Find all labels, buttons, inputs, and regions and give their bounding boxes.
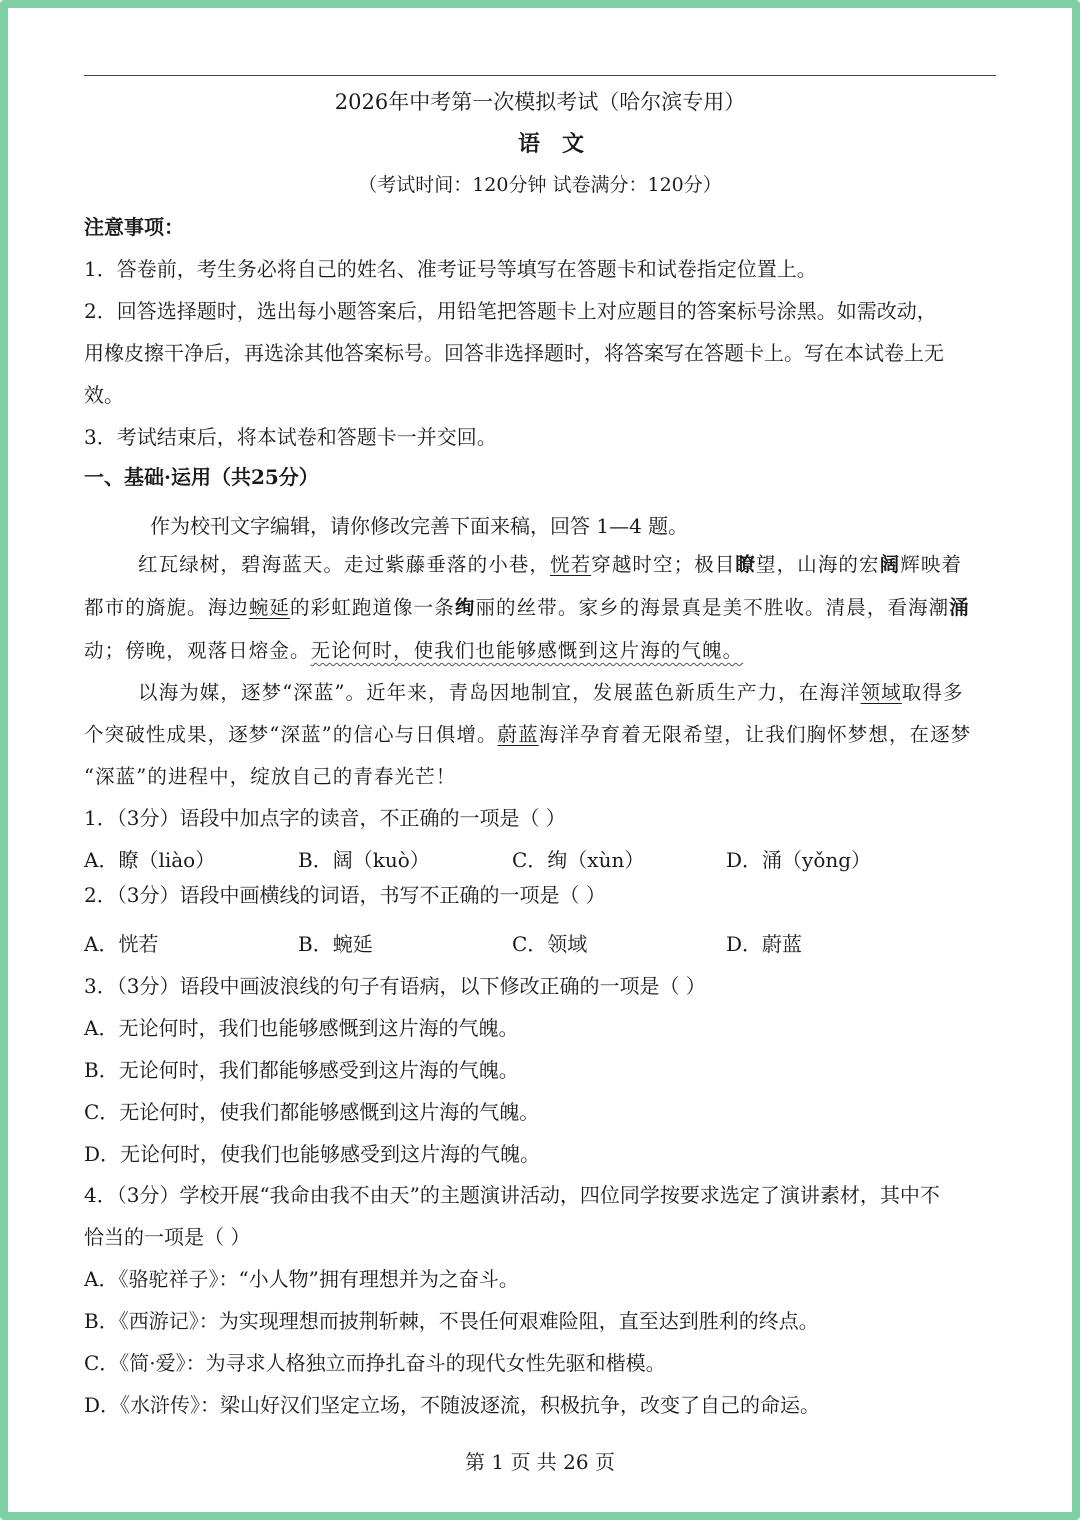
dotted-char-liao: 瞭 [735, 553, 757, 576]
page-number-footer: 第 1 页 共 26 页 [465, 1450, 615, 1474]
dotted-char-yong: 涌 [949, 596, 970, 619]
passage-1-line-1 [138, 549, 962, 577]
text-span: 红瓦绿树，碧海蓝天。走过紫藤垂落的小巷， [138, 553, 551, 576]
passage-1-line-3 [84, 635, 743, 663]
dotted-char-xuan: 绚 [454, 596, 476, 619]
text-span: 的彩虹跑道像一条 [290, 596, 455, 619]
passage-2-line-3: “深蓝”的进程中，绽放自己的青春光芒！ [84, 765, 457, 788]
question-3-option-c: C．无论何时，使我们都能够感慨到这片海的气魄。 [84, 1100, 540, 1124]
passage-1-line-2 [84, 592, 970, 620]
passage-2-line-1 [138, 677, 964, 705]
header-rule [84, 75, 996, 76]
question-1-stem: 1．（3分）语段中加点字的读音，不正确的一项是（ ） [84, 806, 566, 830]
question-4-option-c: C．《简·爱》：为寻求人格独立而挣扎奋斗的现代女性先驱和楷模。 [84, 1351, 666, 1375]
question-1-option-c: C．绚（xùn） [512, 848, 645, 872]
question-3-option-b: B．无论何时，我们都能够感受到这片海的气魄。 [84, 1058, 519, 1082]
question-2-option-a: A．恍若 [84, 932, 159, 956]
question-1-option-a: A．瞭（liào） [84, 848, 216, 872]
question-3-option-d: D．无论何时，使我们也能够感受到这片海的气魄。 [84, 1142, 541, 1166]
question-4-option-a: A．《骆驼祥子》：“小人物”拥有理想并为之奋斗。 [84, 1267, 519, 1291]
text-span: 丽的丝带。家乡的海景真是美不胜收。清晨，看海潮 [475, 596, 950, 619]
question-3-stem: 3．（3分）语段中画波浪线的句子有语病，以下修改正确的一项是（ ） [84, 974, 706, 998]
notice-heading: 注意事项： [84, 215, 184, 239]
question-4-stem-line-1: 4．（3分）学校开展“我命由我不由天”的主题演讲活动，四位同学按要求选定了演讲素材，其中不 [84, 1183, 940, 1207]
text-span: 辉映着 [900, 553, 963, 576]
text-span: 穿越时空；极目 [591, 553, 736, 576]
notice-item-2-line-1: 2．回答选择题时，选出每小题答案后，用铅笔把答题卡上对应题目的答案标号涂黑。如需改动， [84, 299, 937, 323]
text-span: 个突破性成果，逐梦“深蓝”的信心与日俱增。 [84, 723, 498, 746]
text-span: 动；傍晚，观落日熔金。 [84, 639, 311, 662]
question-2-option-b: B．蜿延 [298, 932, 373, 956]
text-span: 以海为媒，逐梦“深蓝”。近年来，青岛因地制宜，发展蓝色新质生产力，在海洋 [138, 681, 861, 704]
section-1-intro: 作为校刊文字编辑，请你修改完善下面来稿，回答 1—4 题。 [150, 514, 689, 538]
notice-item-2-line-3: 效。 [84, 383, 124, 407]
underlined-word-wanyan: 蜿延 [248, 596, 291, 619]
notice-item-1: 1．答卷前，考生务必将自己的姓名、准考证号等填写在答题卡和试卷指定位置上。 [84, 257, 817, 281]
notice-item-2-line-2: 用橡皮擦干净后，再选涂其他答案标号。回答非选择题时，将答案写在答题卡上。写在本试卷上无 [84, 341, 944, 365]
underlined-word-huangruo: 恍若 [550, 553, 592, 576]
question-4-option-d: D．《水浒传》：梁山好汉们坚定立场，不随波逐流，积极抗争，改变了自己的命运。 [84, 1393, 821, 1417]
dotted-char-kuo: 阔 [879, 553, 901, 576]
section-1-heading: 一、基础·运用（共25分） [84, 465, 319, 489]
exam-info: （考试时间：120分钟 试卷满分：120分） [358, 174, 722, 196]
underlined-word-weilan: 蔚蓝 [497, 723, 539, 746]
wavy-underlined-sentence: 无论何时，使我们也能够感慨到这片海的气魄。 [310, 639, 744, 662]
exam-title: 2026年中考第一次模拟考试（哈尔滨专用） [334, 90, 746, 114]
text-span: 都市的旖旎。海边 [84, 596, 249, 619]
text-span: 望，山海的宏 [756, 553, 880, 576]
question-1-option-d: D．涌（yǒng） [726, 848, 872, 872]
notice-item-3: 3．考试结束后，将本试卷和答题卡一并交回。 [84, 425, 497, 449]
underlined-word-lingyu: 领域 [860, 681, 902, 704]
question-1-option-b: B．阔（kuò） [298, 848, 430, 872]
passage-2-line-2 [84, 719, 971, 747]
question-4-stem-line-2: 恰当的一项是（ ） [84, 1225, 251, 1249]
subject-title: 语文 [517, 131, 606, 157]
question-2-option-c: C．领域 [512, 932, 588, 956]
question-4-option-b: B．《西游记》：为实现理想而披荆斩棘，不畏任何艰难险阻，直至达到胜利的终点。 [84, 1309, 819, 1333]
text-span: 海洋孕育着无限希望，让我们胸怀梦想，在逐梦 [538, 723, 972, 746]
question-2-stem: 2．（3分）语段中画横线的词语，书写不正确的一项是（ ） [84, 883, 606, 907]
text-span: 取得多 [901, 681, 964, 704]
question-2-option-d: D．蔚蓝 [726, 932, 803, 956]
question-3-option-a: A．无论何时，我们也能够感慨到这片海的气魄。 [84, 1016, 519, 1040]
